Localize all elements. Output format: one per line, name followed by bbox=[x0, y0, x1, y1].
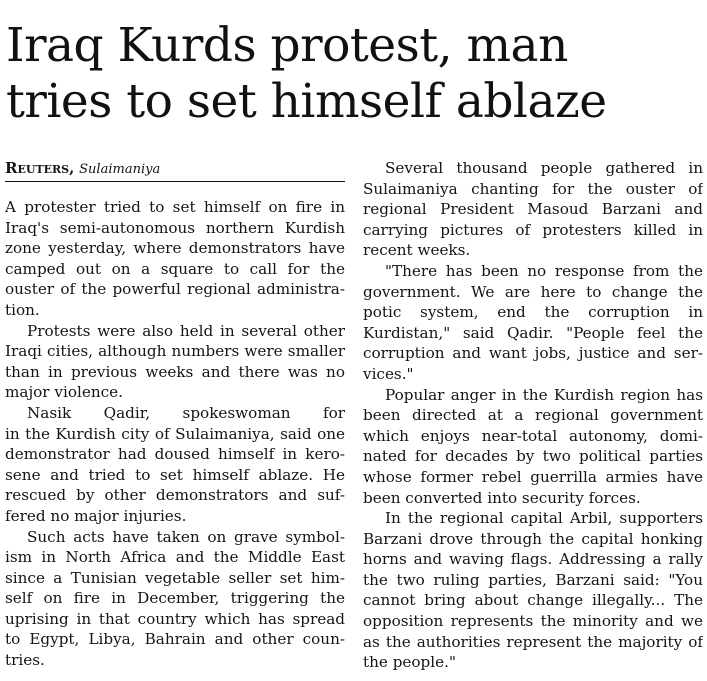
body-text-line: In the regional capital Arbil, supporters bbox=[385, 509, 703, 528]
body-text-line: "There has been no response from the bbox=[385, 261, 703, 280]
body-text-line: the people." bbox=[363, 653, 456, 672]
body-text-line: Sulaimaniya chanting for the ouster of bbox=[363, 179, 703, 198]
left-column bbox=[5, 158, 345, 671]
body-text-line: Such acts have taken on grave symbol- bbox=[27, 527, 345, 546]
body-text-line: horns and waving flags. Addressing a rally bbox=[363, 550, 703, 569]
left-column-body bbox=[5, 197, 345, 671]
body-text-line: been converted into security forces. bbox=[363, 488, 641, 507]
body-text-line: tries. bbox=[5, 651, 45, 670]
body-text-line: carrying pictures of protesters killed in bbox=[363, 220, 703, 239]
body-text-line: Iraqi cities, although numbers were smaller bbox=[5, 342, 345, 361]
body-text-line: opposition represents the minority and we bbox=[363, 612, 703, 631]
body-text-line: than in previous weeks and there was no bbox=[5, 362, 345, 381]
body-text-line: nated for decades by two political parties bbox=[363, 447, 703, 466]
body-text-line: Kurdistan," said Qadir. "People feel the bbox=[363, 323, 703, 342]
body-text-line: Barzani drove through the capital honking bbox=[363, 529, 703, 548]
body-text-line: as the authorities represent the majority of bbox=[363, 632, 703, 651]
body-text-line: uprising in that country which has spread bbox=[5, 609, 345, 628]
byline-rule bbox=[5, 181, 345, 182]
right-column-body bbox=[363, 158, 703, 673]
right-column bbox=[363, 158, 703, 673]
body-text-line: corruption and want jobs, justice and ser- bbox=[363, 344, 703, 363]
body-text-line: Iraq's semi-autonomous northern Kurdish bbox=[5, 218, 345, 237]
body-text-line: potic system, end the corruption in bbox=[363, 303, 703, 322]
body-text-line: zone yesterday, where demonstrators have bbox=[5, 239, 345, 258]
byline-agency: Reuters, bbox=[5, 159, 75, 177]
byline-place: Sulaimaniya bbox=[79, 162, 161, 177]
body-text-line: Nasik Qadir, spokeswoman for bbox=[27, 403, 345, 422]
body-text-line: ouster of the powerful regional administra- bbox=[5, 280, 345, 299]
byline bbox=[5, 158, 345, 178]
body-text-line: in the Kurdish city of Sulaimaniya, said one bbox=[5, 424, 345, 443]
article-headline bbox=[6, 18, 706, 130]
headline-line-2: tries to set himself ablaze bbox=[6, 74, 607, 129]
body-text-line: camped out on a square to call for the bbox=[5, 259, 345, 278]
body-text-line: vices." bbox=[363, 364, 414, 383]
body-text-line: whose former rebel guerrilla armies have bbox=[363, 467, 703, 486]
body-text-line: to Egypt, Libya, Bahrain and other coun- bbox=[5, 630, 345, 649]
body-text-line: rescued by other demonstrators and suf- bbox=[5, 486, 345, 505]
body-text-line: A protester tried to set himself on fire in bbox=[5, 198, 345, 216]
body-text-line: recent weeks. bbox=[363, 241, 471, 260]
body-text-line: cannot bring about change illegally... The bbox=[363, 591, 703, 610]
body-text-line: major violence. bbox=[5, 383, 123, 402]
body-text-line: government. We are here to change the bbox=[363, 282, 703, 301]
headline-line-1: Iraq Kurds protest, man bbox=[6, 18, 568, 73]
body-text-line: Protests were also held in several other bbox=[27, 321, 345, 340]
body-text-line: Several thousand people gathered in bbox=[385, 159, 703, 177]
body-text-line: ism in North Africa and the Middle East bbox=[5, 548, 345, 567]
body-text-line: self on fire in December, triggering the bbox=[5, 589, 345, 608]
body-text-line: since a Tunisian vegetable seller set him- bbox=[5, 568, 345, 587]
body-text-line: been directed at a regional government bbox=[363, 406, 703, 425]
body-text-line: fered no major injuries. bbox=[5, 506, 187, 525]
body-text-line: the two ruling parties, Barzani said: "You bbox=[363, 570, 703, 589]
body-text-line: tion. bbox=[5, 300, 40, 319]
body-text-line: which enjoys near-total autonomy, domi- bbox=[363, 426, 703, 445]
body-text-line: sene and tried to set himself ablaze. He bbox=[5, 465, 345, 484]
body-text-line: demonstrator had doused himself in kero- bbox=[5, 445, 345, 464]
body-text-line: regional President Masoud Barzani and bbox=[363, 200, 703, 219]
body-text-line: Popular anger in the Kurdish region has bbox=[385, 385, 703, 404]
